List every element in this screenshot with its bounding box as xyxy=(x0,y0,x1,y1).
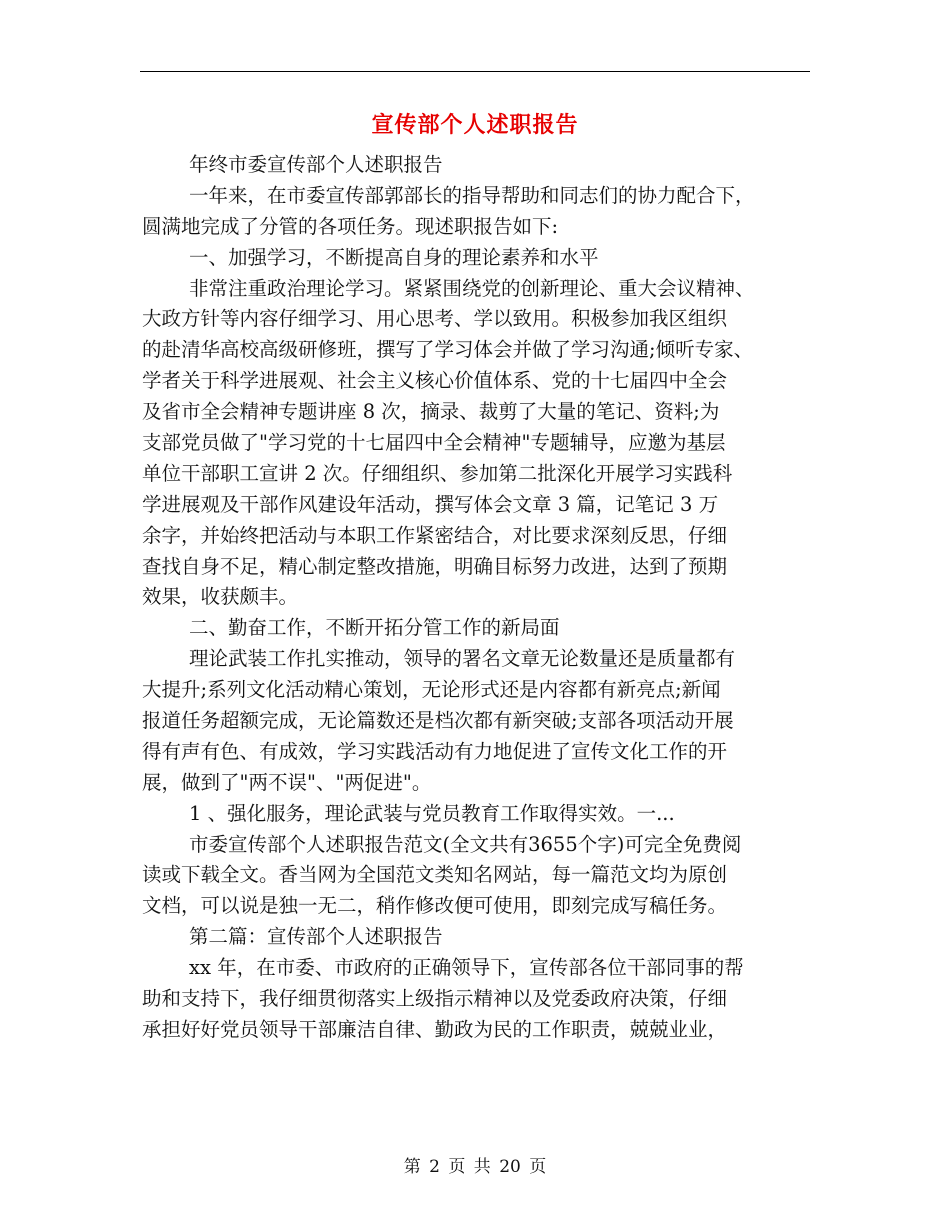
paragraph-line: 及省市全会精神专题讲座 8 次，摘录、裁剪了大量的笔记、资料;为 xyxy=(142,400,720,424)
paragraph-line: 1 、强化服务，理论武装与党员教育工作取得实效。一... xyxy=(189,801,675,825)
paragraph-line: 一年来，在市委宣传部郭部长的指导帮助和同志们的协力配合下， xyxy=(189,183,755,207)
paragraph-line: 大提升;系列文化活动精心策划，无论形式还是内容都有新亮点;新闻 xyxy=(142,678,721,702)
section-heading: 一、加强学习，不断提高自身的理论素养和水平 xyxy=(189,245,599,269)
paragraph-line: 非常注重政治理论学习。紧紧围绕党的创新理论、重大会议精神、 xyxy=(189,276,755,300)
paragraph-line: 理论武装工作扎实推动，领导的署名文章无论数量还是质量都有 xyxy=(189,647,736,671)
paragraph-line: 余字，并始终把活动与本职工作紧密结合，对比要求深刻反思，仔细 xyxy=(142,523,728,547)
paragraph-line: 报道任务超额完成，无论篇数还是档次都有新突破;支部各项活动开展 xyxy=(142,709,734,733)
paragraph-line: 承担好好党员领导干部廉洁自律、勤政为民的工作职责，兢兢业业， xyxy=(142,1017,728,1041)
paragraph-line: 展，做到了"两不误"、"两促进"。 xyxy=(142,770,432,794)
paragraph-line: 大政方针等内容仔细学习、用心思考、学以致用。积极参加我区组织 xyxy=(142,307,728,331)
paragraph-line: 年终市委宣传部个人述职报告 xyxy=(189,153,443,176)
paragraph-line: 文档，可以说是独一无二，稍作修改便可使用，即刻完成写稿任务。 xyxy=(142,894,728,918)
paragraph-line: xx 年，在市委、市政府的正确领导下，宣传部各位干部同事的帮 xyxy=(189,956,744,980)
header-rule xyxy=(140,71,810,72)
paragraph-line: 得有声有色、有成效，学习实践活动有力地促进了宣传文化工作的开 xyxy=(142,739,728,763)
paragraph-line: 学者关于科学进展观、社会主义核心价值体系、党的十七届四中全会 xyxy=(142,369,728,393)
paragraph-line: 学进展观及干部作风建设年活动，撰写体会文章 3 篇，记笔记 3 万 xyxy=(142,492,719,516)
paragraph-line: 查找自身不足，精心制定整改措施，明确目标努力改进，达到了预期 xyxy=(142,554,728,578)
paragraph-line: 支部党员做了"学习党的十七届四中全会精神"专题辅导，应邀为基层 xyxy=(142,431,726,455)
section-heading: 二、勤奋工作，不断开拓分管工作的新局面 xyxy=(189,616,560,640)
page-footer: 第 2 页 共 20 页 xyxy=(403,1157,547,1177)
paragraph-line: 助和支持下，我仔细贯彻落实上级指示精神以及党委政府决策，仔细 xyxy=(142,987,728,1011)
paragraph-line: 圆满地完成了分管的各项任务。现述职报告如下: xyxy=(142,214,559,238)
paragraph-line: 市委宣传部个人述职报告范文(全文共有3655个字)可完全免费阅 xyxy=(189,832,742,856)
document-title: 宣传部个人述职报告 xyxy=(371,112,579,138)
document-body xyxy=(142,150,822,1046)
section-heading: 第二篇：宣传部个人述职报告 xyxy=(189,925,443,949)
paragraph-line: 的赴清华高校高级研修班，撰写了学习体会并做了学习沟通;倾听专家、 xyxy=(142,338,754,362)
paragraph-line: 效果，收获颇丰。 xyxy=(142,585,299,609)
paragraph-line: 单位干部职工宣讲 2 次。仔细组织、参加第二批深化开展学习实践科 xyxy=(142,461,733,485)
paragraph-line: 读或下载全文。香当网为全国范文类知名网站，每一篇范文均为原创 xyxy=(142,863,728,887)
